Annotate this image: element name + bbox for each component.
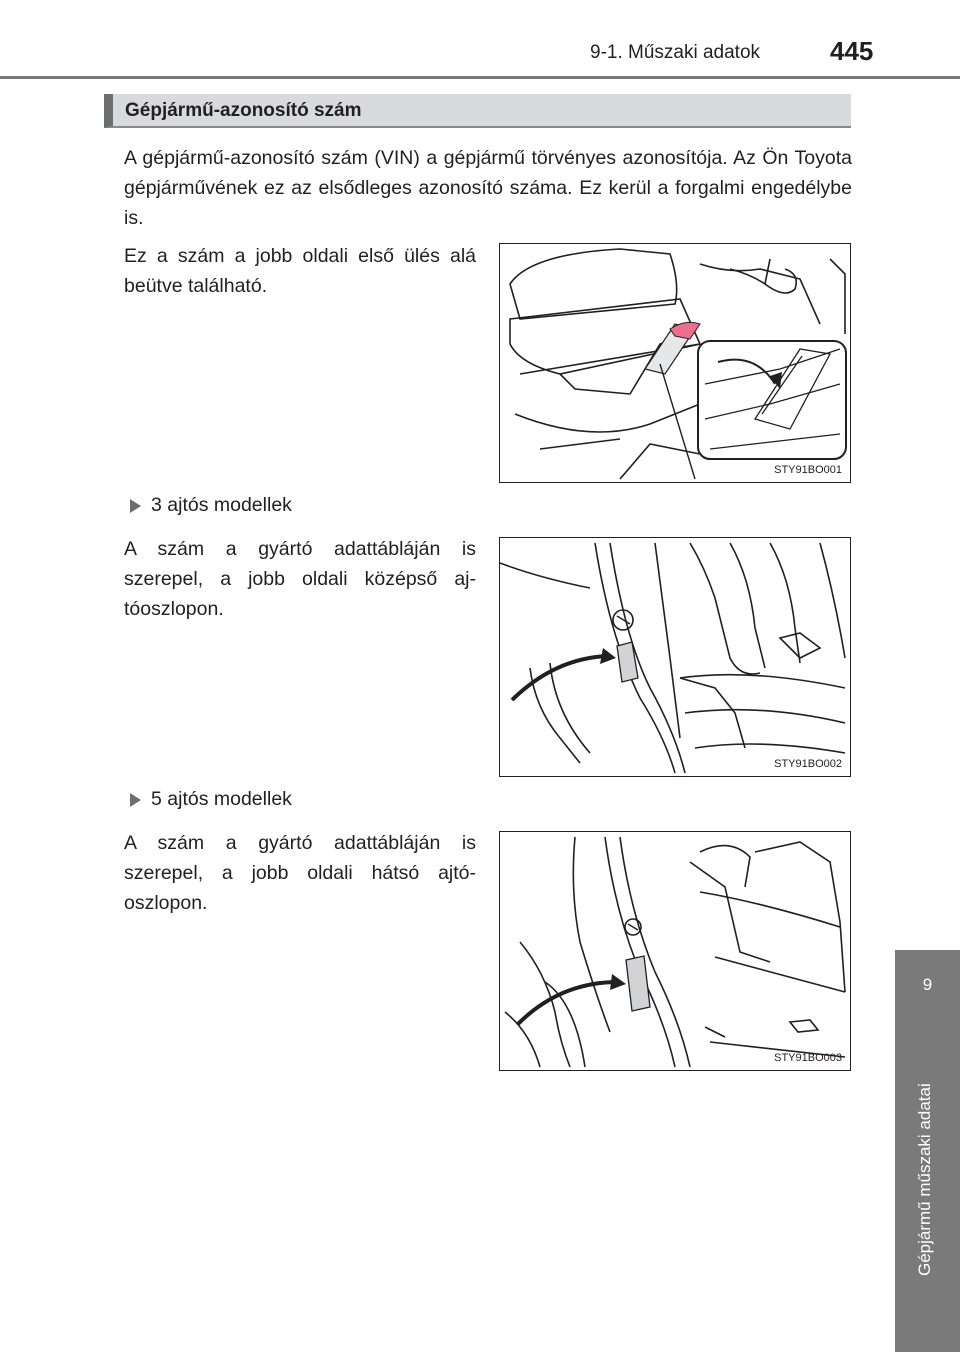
bullet-label: 3 ajtós modellek [151, 494, 292, 516]
bullet-label: 5 ajtós modellek [151, 788, 292, 810]
figure-code-1: STY91BO001 [774, 464, 842, 476]
header-divider [0, 76, 960, 79]
figure-code-2: STY91BO002 [774, 758, 842, 770]
c-pillar-text: A szám a gyártó adattábláján is szerepel, a jobb oldali hátsó ajtó-oszlopon. [124, 832, 476, 914]
figure-b-pillar [499, 537, 851, 777]
c-pillar-illustration [500, 832, 851, 1071]
figure-front-seat [499, 243, 851, 483]
chapter-title: 9-1. Műszaki adatok [590, 42, 761, 63]
section-heading: Gépjármű-azonosító szám [104, 94, 851, 128]
side-tab-number: 9 [922, 975, 933, 994]
front-seat-illustration [500, 244, 851, 483]
triangle-bullet-icon [130, 499, 141, 513]
seat-location-text: Ez a szám a jobb oldali első ülés alá beütve található. [124, 245, 476, 297]
bullet-3-door [130, 494, 292, 517]
page-number: 445 [830, 36, 874, 66]
bullet-5-door [130, 788, 292, 811]
figure-code-3: STY91BO003 [774, 1052, 842, 1064]
b-pillar-illustration [500, 538, 851, 777]
triangle-bullet-icon [130, 793, 141, 807]
intro-paragraph: A gépjármű-azonosító szám (VIN) a gépjármű törvényes azonosítója. Az Ön Toyota gépjárművének ez az elsődleges azonosító száma. Ez kerül a forgalmi engedélybe is. [124, 147, 852, 229]
figure-c-pillar [499, 831, 851, 1071]
b-pillar-text: A szám a gyártó adattábláján is szerepel, a jobb oldali középső aj-tóoszlopon. [124, 538, 476, 620]
side-tab-label: Gépjármű műszaki adatai [915, 1083, 934, 1276]
